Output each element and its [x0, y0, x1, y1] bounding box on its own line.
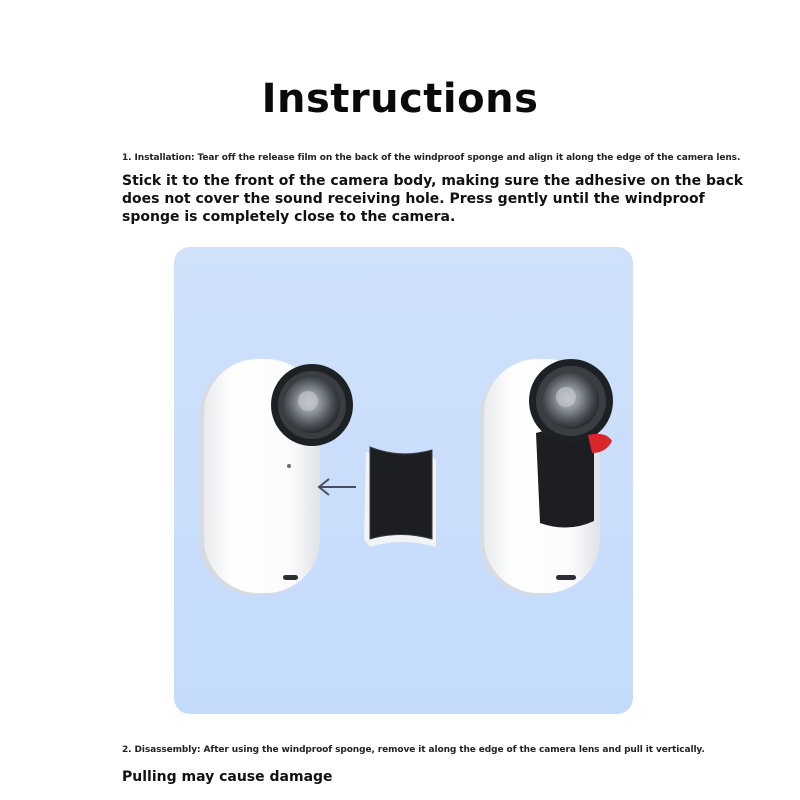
installation-detail: Stick it to the front of the camera body, making sure the adhesive on the back does not cover the sound receiving hole. Press gently until the windproof sponge is completely close to the camera.: [122, 173, 744, 225]
red-tab-icon: [588, 434, 612, 453]
product-illustration: [174, 247, 633, 714]
windproof-sponge-icon: [364, 447, 436, 547]
camera-right-icon: [480, 359, 613, 595]
warning-text: Pulling may cause damage: [122, 769, 333, 785]
page-title: Instructions: [261, 76, 539, 122]
disassembly-step: 2. Disassembly: After using the windproof sponge, remove it along the edge of the camera lens and pull it vertically.: [122, 745, 705, 755]
arrow-left-icon: [319, 479, 356, 495]
installation-step: 1. Installation: Tear off the release film on the back of the windproof sponge and align it along the edge of the camera lens.: [122, 153, 741, 163]
camera-left-icon: [200, 359, 353, 595]
